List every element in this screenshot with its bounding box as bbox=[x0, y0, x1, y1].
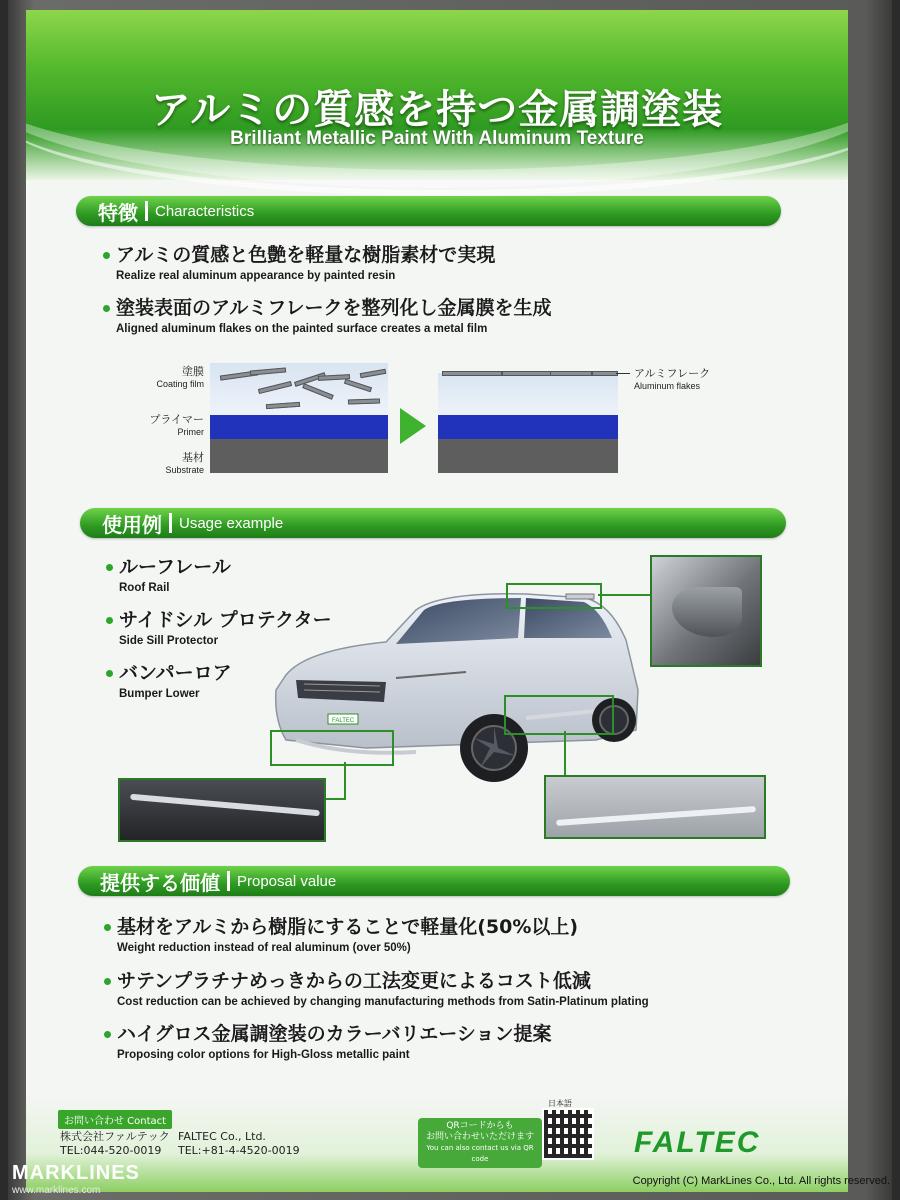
section-proposal-value bbox=[78, 866, 790, 896]
side-sill-photo bbox=[544, 775, 766, 839]
list-item bbox=[103, 293, 551, 335]
qr-contact-note bbox=[418, 1118, 542, 1168]
company-contact-jp bbox=[60, 1130, 170, 1158]
item-jp: サイドシル プロテクター bbox=[106, 605, 332, 632]
item-en: Realize real aluminum appearance by painted resin bbox=[116, 270, 396, 282]
roof-rail-part bbox=[672, 587, 742, 637]
copyright-notice: Copyright (C) MarkLines Co., Ltd. All rights reserved. bbox=[632, 1175, 890, 1187]
item-jp: ハイグロス金属調塗装のカラーバリエーション提案 bbox=[104, 1019, 552, 1046]
coating-label-jp: 塗膜 bbox=[182, 365, 204, 378]
callout-line bbox=[344, 762, 346, 798]
item-en: Cost reduction can be achieved by changing manufacturing methods from Satin-Platinum plating bbox=[117, 996, 649, 1008]
coating-layer bbox=[438, 373, 618, 415]
item-en: Weight reduction instead of real aluminum (over 50%) bbox=[117, 942, 411, 954]
substrate-layer bbox=[210, 439, 388, 473]
item-jp: 塗装表面のアルミフレークを整列化し金属膜を生成 bbox=[103, 293, 551, 320]
marklines-watermark bbox=[12, 1162, 140, 1196]
faltec-logo: FALTEC bbox=[634, 1126, 761, 1159]
substrate-label bbox=[136, 451, 204, 477]
item-jp: ルーフレール bbox=[106, 552, 231, 579]
section-title-en: Usage example bbox=[179, 514, 284, 532]
company-name-en: FALTEC Co., Ltd. bbox=[178, 1130, 266, 1143]
callout-side-sill bbox=[504, 695, 614, 735]
section-usage-example bbox=[80, 508, 786, 538]
section-title-jp: 特徴 bbox=[98, 200, 138, 225]
qr-pattern bbox=[544, 1110, 592, 1158]
primer-label-jp: プライマー bbox=[149, 413, 204, 426]
title-japanese: アルミの質感を持つ金属調塗装 bbox=[150, 87, 724, 133]
divider bbox=[145, 201, 148, 221]
item-en: Aligned aluminum flakes on the painted surface creates a metal film bbox=[116, 323, 488, 335]
list-item bbox=[104, 912, 578, 954]
callout-line bbox=[598, 594, 650, 596]
section-title-jp: 提供する価値 bbox=[100, 870, 220, 895]
qr-note-line2: お問い合わせいただけます bbox=[425, 1132, 534, 1142]
item-en: Roof Rail bbox=[119, 582, 170, 594]
company-contact-en bbox=[178, 1130, 300, 1158]
substrate-layer bbox=[438, 439, 618, 473]
qr-language-label: 日本語 bbox=[548, 1099, 572, 1108]
primer-label-en: Primer bbox=[177, 427, 204, 437]
aluminum-flake bbox=[442, 371, 502, 376]
primer-layer bbox=[210, 415, 388, 439]
substrate-label-jp: 基材 bbox=[182, 451, 204, 464]
item-en: Bumper Lower bbox=[119, 688, 200, 700]
phone-jp: TEL:044-520-0019 bbox=[60, 1144, 162, 1157]
qr-note-line1: QRコードからも bbox=[446, 1121, 514, 1131]
primer-layer bbox=[438, 415, 618, 439]
marklines-logo: MARKLINES bbox=[12, 1162, 140, 1184]
item-jp: 基材をアルミから樹脂にすることで軽量化(50%以上) bbox=[104, 912, 578, 939]
transform-arrow-icon bbox=[400, 408, 426, 444]
item-en: Proposing color options for High-Gloss metallic paint bbox=[117, 1049, 410, 1061]
side-sill-part bbox=[556, 806, 756, 826]
item-jp: アルミの質感と色艶を軽量な樹脂素材で実現 bbox=[103, 240, 495, 267]
item-jp: サテンプラチナめっきからの工法変更によるコスト低減 bbox=[104, 966, 649, 993]
section-title-en: Characteristics bbox=[155, 202, 255, 220]
section-title-jp: 使用例 bbox=[102, 512, 162, 537]
coating-label bbox=[136, 365, 204, 391]
qr-code-icon[interactable] bbox=[542, 1108, 594, 1160]
contact-tag: お問い合わせ Contact bbox=[58, 1110, 172, 1129]
section-title-en: Proposal value bbox=[237, 872, 337, 890]
section-characteristics bbox=[76, 196, 781, 226]
list-item bbox=[104, 966, 649, 1008]
divider bbox=[169, 513, 172, 533]
paint-layer-diagram bbox=[26, 355, 848, 485]
callout-roof-rail bbox=[506, 583, 602, 609]
company-name-jp: 株式会社ファルテック bbox=[60, 1130, 170, 1143]
bumper-lower-photo bbox=[118, 778, 326, 842]
list-item bbox=[106, 552, 231, 594]
car-plate-badge: FALTEC bbox=[332, 718, 355, 724]
flakes-label bbox=[634, 367, 744, 393]
poster bbox=[26, 10, 848, 1192]
aluminum-flake bbox=[502, 371, 554, 376]
item-en: Side Sill Protector bbox=[119, 635, 219, 647]
roof-rail-photo bbox=[650, 555, 762, 667]
title-english: Brilliant Metallic Paint With Aluminum Texture bbox=[230, 128, 644, 149]
marklines-url: www.marklines.com bbox=[12, 1185, 101, 1196]
poster-header bbox=[26, 10, 848, 180]
leader-line bbox=[616, 373, 630, 374]
coating-label-en: Coating film bbox=[156, 379, 204, 389]
aluminum-flake bbox=[592, 371, 618, 376]
primer-label bbox=[136, 413, 204, 439]
aluminum-flake bbox=[550, 371, 592, 376]
flakes-label-jp: アルミフレーク bbox=[634, 367, 711, 380]
bumper-lower-part bbox=[130, 794, 320, 817]
callout-line bbox=[564, 731, 566, 775]
list-item bbox=[104, 1019, 552, 1061]
qr-note-line3: You can also contact us via QR code bbox=[426, 1144, 534, 1163]
flakes-label-en: Aluminum flakes bbox=[634, 381, 701, 391]
list-item bbox=[106, 658, 232, 700]
substrate-label-en: Substrate bbox=[165, 465, 204, 475]
divider bbox=[227, 871, 230, 891]
callout-bumper-lower bbox=[270, 730, 394, 766]
list-item bbox=[103, 240, 495, 282]
item-jp: バンパーロア bbox=[106, 658, 232, 685]
phone-en: TEL:+81-4-4520-0019 bbox=[178, 1144, 300, 1157]
